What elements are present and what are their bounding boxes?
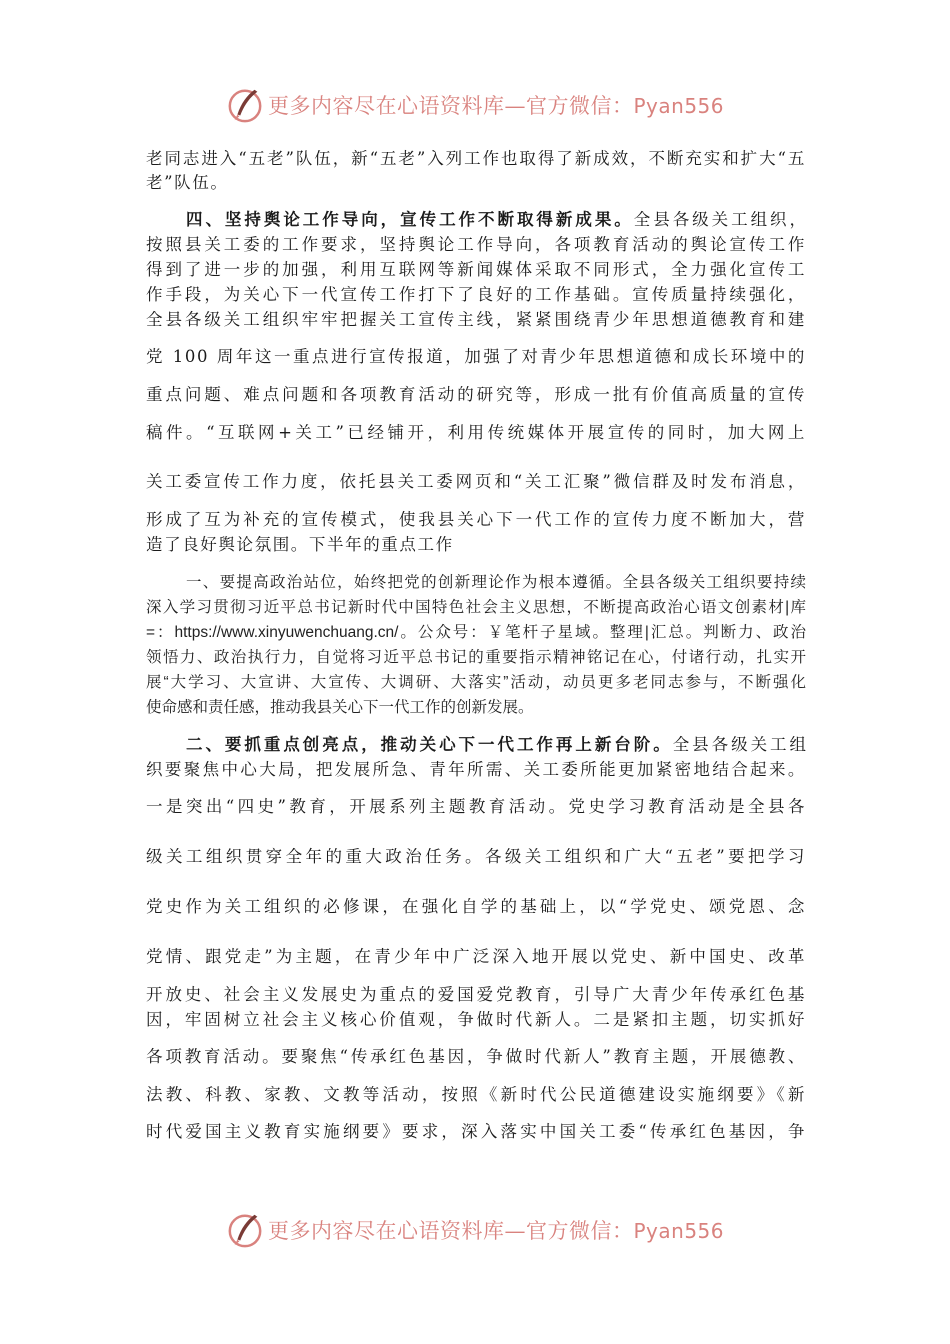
banner-text: 更多内容尽在心语资料库—官方微信：Pyan556: [268, 1219, 725, 1243]
text-line: 党史作为关工组织的必修课，在强化自学的基础上，以“学党史、颂党恩、念: [146, 897, 806, 916]
text-line: 形成了互为补充的宣传模式，使我县关心下一代工作的宣传力度不断加大，营: [146, 510, 806, 529]
text-line: 深入学习贯彻习近平总书记新时代中国特色社会主义思想，不断提高政治心语文创素材|库: [146, 599, 806, 616]
section-4-heading: 四、坚持舆论工作导向，宣传工作不断取得新成果。: [186, 210, 634, 229]
section-2-first-line: 二、要抓重点创亮点，推动关心下一代工作再上新台阶。全县各级关工组: [186, 735, 807, 754]
text-line: 领悟力、政治执行力，自觉将习近平总书记的重要指示精神铭记在心，付诸行动，扎实开: [146, 649, 806, 666]
text-line: 重点问题、难点问题和各项教育活动的研究等，形成一批有价值高质量的宣传: [146, 385, 806, 404]
text-line: 使命感和责任感，推动我县关心下一代工作的创新发展。: [146, 699, 534, 716]
text-line: 级关工组织贯穿全年的重大政治任务。各级关工组织和广大“五老”要把学习: [146, 847, 806, 866]
banner-text: 更多内容尽在心语资料库—官方微信：Pyan556: [268, 94, 725, 118]
text-line: 党情、跟党走”为主题，在青少年中广泛深入地开展以党史、新中国史、改革: [146, 947, 806, 966]
text-line: 开放史、社会主义发展史为重点的爱国爱党教育，引导广大青少年传承红色基: [146, 985, 806, 1004]
footer-banner: [226, 1210, 726, 1250]
text-line: 因，牢固树立社会主义核心价值观，争做时代新人。二是紧扣主题，切实抓好: [146, 1010, 806, 1029]
section-4-first-line: 四、坚持舆论工作导向，宣传工作不断取得新成果。全县各级关工组织，: [186, 210, 807, 229]
text-line: 作手段，为关心下一代宣传工作打下了良好的工作基础。宣传质量持续强化，: [146, 285, 806, 304]
text-line: 按照县关工委的工作要求，坚持舆论工作导向，各项教育活动的舆论宣传工作: [146, 235, 806, 254]
text-line: 老”队伍。: [146, 173, 229, 192]
text-line: 党 100 周年这一重点进行宣传报道，加强了对青少年思想道德和成长环境中的: [146, 347, 806, 366]
text-line: 得到了进一步的加强，利用互联网等新闻媒体采取不同形式，全力强化宣传工: [146, 260, 806, 279]
text-line: 全县各级关工组织牢牢把握关工宣传主线，紧紧围绕青少年思想道德教育和建: [146, 310, 806, 329]
text-line: 老同志进入“五老”队伍，新“五老”入列工作也取得了新成效，不断充实和扩大“五: [146, 149, 806, 168]
text-line: 法教、科教、家教、文教等活动，按照《新时代公民道德建设实施纲要》《新: [146, 1085, 806, 1104]
text-line: 织要聚焦中心大局，把发展所急、青年所需、关工委所能更加紧密地结合起来。: [146, 760, 806, 779]
text-line: 造了良好舆论氛围。下半年的重点工作: [146, 535, 454, 554]
text-line: 一、要提高政治站位，始终把党的创新理论作为根本遵循。全县各级关工组织要持续: [186, 574, 806, 591]
wechat-id: Pyan556: [633, 1219, 725, 1243]
wechat-id: Pyan556: [633, 94, 725, 118]
text-line: 展“大学习、大宣讲、大宣传、大调研、大落实”活动，动员更多老同志参与，不断强化: [146, 674, 806, 691]
text-line: 关工委宣传工作力度，依托县关工委网页和“关工汇聚”微信群及时发布消息，: [146, 472, 806, 491]
quill-pen-logo-icon: [226, 1211, 264, 1249]
quill-pen-logo-icon: [226, 86, 264, 124]
text-line: =：https://www.xinyuwenchuang.cn/。公众号：￥笔杆子星域。整理|汇总。判断力、政治: [146, 624, 806, 641]
text-line: 时代爱国主义教育实施纲要》要求，深入落实中国关工委“传承红色基因，争: [146, 1122, 806, 1141]
section-2-heading: 二、要抓重点创亮点，推动关心下一代工作再上新台阶。: [186, 735, 673, 754]
header-banner: [226, 85, 726, 125]
text-line: 稿件。“互联网+关工”已经铺开，利用传统媒体开展宣传的同时，加大网上: [146, 423, 806, 442]
text-line: 一是突出“四史”教育，开展系列主题教育活动。党史学习教育活动是全县各: [146, 797, 806, 816]
text-line: 各项教育活动。要聚焦“传承红色基因，争做时代新人”教育主题，开展德教、: [146, 1047, 806, 1066]
